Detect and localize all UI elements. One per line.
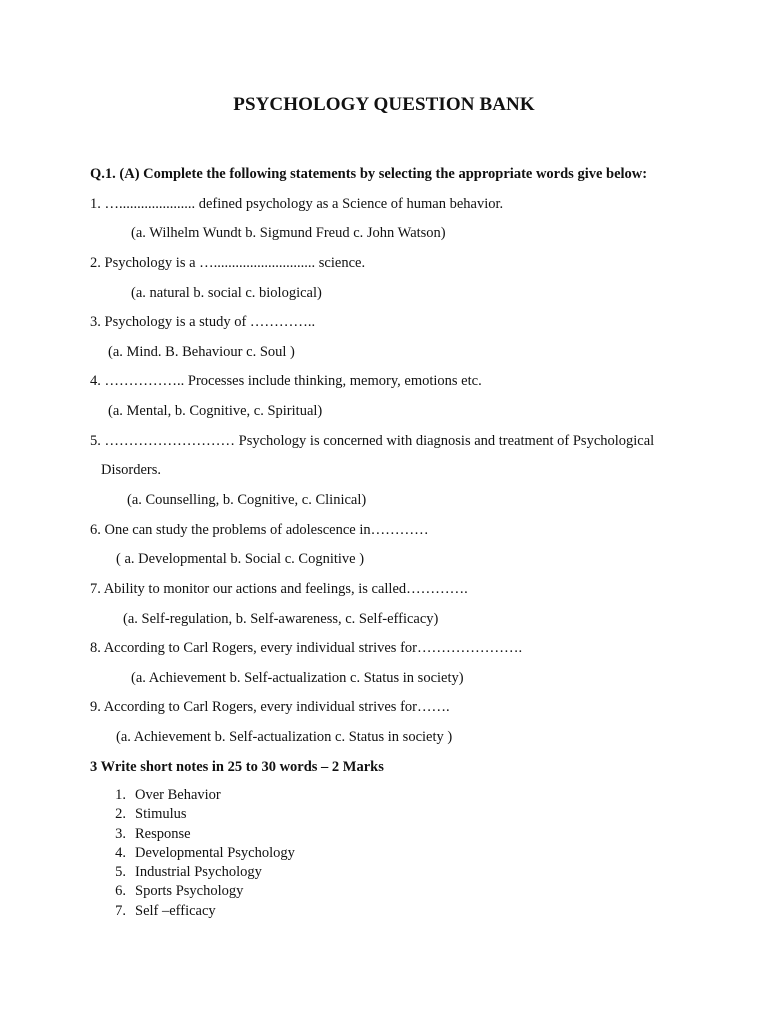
list-item-text: Sports Psychology [135, 883, 244, 900]
list-item-text: Over Behavior [135, 787, 221, 803]
question-1: 1. …..................... defined psychology as a Science of human behavior. [90, 196, 504, 212]
question-2: 2. Psychology is a …............................ science. [90, 255, 366, 271]
question-6: 6. One can study the problems of adolescence in………… [90, 522, 429, 538]
question-7-options: (a. Self-regulation, b. Self-awareness, c. Self-efficacy) [123, 611, 439, 627]
question-8: 8. According to Carl Rogers, every individual strives for…………………. [90, 640, 523, 656]
question-7: 7. Ability to monitor our actions and feelings, is called…………. [90, 581, 468, 597]
question-9: 9. According to Carl Rogers, every individual strives for……. [90, 699, 450, 715]
list-item-number: 2. [115, 806, 126, 823]
list-item-text: Developmental Psychology [135, 844, 295, 861]
question-4-options: (a. Mental, b. Cognitive, c. Spiritual) [108, 403, 323, 419]
question-5-continuation: Disorders. [101, 462, 162, 478]
list-item-number: 5. [115, 864, 126, 881]
question-2-options: (a. natural b. social c. biological) [131, 285, 322, 301]
list-item-number: 7. [115, 902, 126, 919]
question-3-options: (a. Mind. B. Behaviour c. Soul ) [108, 344, 295, 360]
list-item-number: 6. [115, 883, 126, 900]
list-item-text: Industrial Psychology [135, 864, 262, 881]
section1-heading: Q.1. (A) Complete the following statements by selecting the appropriate words give below: [90, 166, 648, 182]
section2-heading: 3 Write short notes in 25 to 30 words – 2 Marks [90, 759, 384, 775]
list-item-text: Stimulus [135, 806, 187, 823]
question-1-options: (a. Wilhelm Wundt b. Sigmund Freud c. John Watson) [131, 225, 446, 241]
list-item-number: 3. [115, 825, 126, 842]
question-5: 5. ……………………… Psychology is concerned with diagnosis and treatment of Psychological [90, 433, 655, 449]
page-title: PSYCHOLOGY QUESTION BANK [233, 94, 535, 115]
list-item-text: Response [135, 825, 191, 842]
question-5-options: (a. Counselling, b. Cognitive, c. Clinical) [127, 492, 367, 508]
list-item-number: 4. [115, 844, 126, 861]
list-item-number: 1. [115, 787, 126, 803]
question-8-options: (a. Achievement b. Self-actualization c. Status in society) [131, 670, 464, 686]
question-4: 4. …………….. Processes include thinking, memory, emotions etc. [90, 373, 482, 389]
question-9-options: (a. Achievement b. Self-actualization c. Status in society ) [116, 729, 453, 745]
question-6-options: ( a. Developmental b. Social c. Cognitive ) [116, 551, 365, 567]
list-item-text: Self –efficacy [135, 902, 216, 919]
question-3: 3. Psychology is a study of ………….. [90, 314, 316, 330]
